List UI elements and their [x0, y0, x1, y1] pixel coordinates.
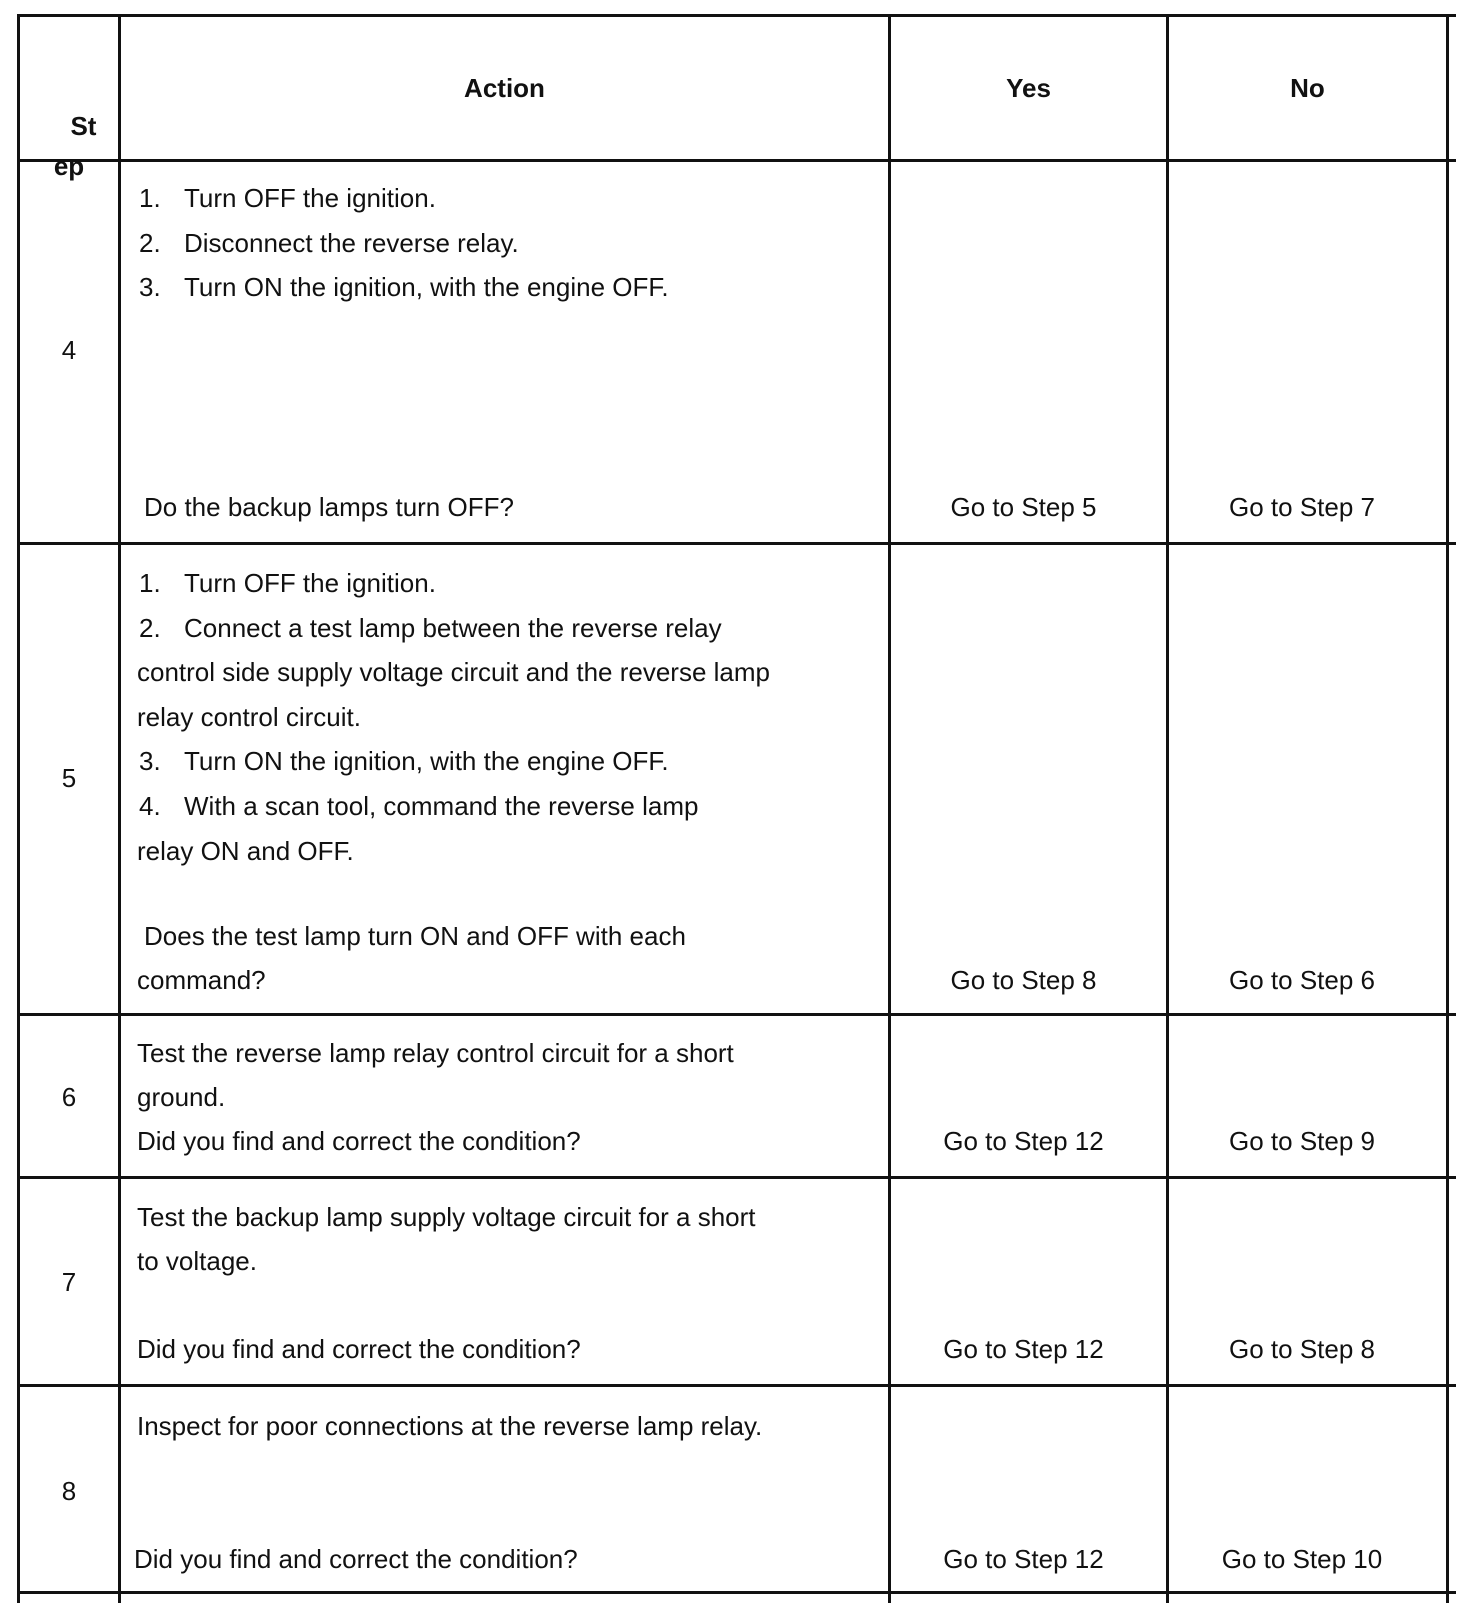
- action-list: [137, 561, 770, 873]
- table-border: [17, 1591, 1456, 1594]
- action-question: Do the backup lamps turn OFF?: [144, 492, 514, 522]
- action-text: Test the reverse lamp relay control circuit for a short: [137, 1038, 734, 1068]
- action-question: command?: [137, 965, 266, 995]
- action-text: Test the backup lamp supply voltage circuit for a short: [137, 1202, 756, 1232]
- no-result: Go to Step 7: [1229, 492, 1375, 522]
- list-item: 1. Turn OFF the ignition.: [139, 183, 436, 213]
- header-yes: Yes: [1006, 73, 1051, 103]
- action-question: Did you find and correct the condition?: [137, 1126, 581, 1156]
- step-number: 6: [61, 1082, 77, 1112]
- action-question: Does the test lamp turn ON and OFF with each: [144, 921, 686, 951]
- yes-result: Go to Step 8: [950, 965, 1097, 995]
- table-border: [17, 14, 1456, 17]
- column-divider: [118, 14, 121, 1603]
- table-border: [1446, 14, 1449, 1603]
- yes-result: Go to Step 12: [943, 1334, 1104, 1364]
- step-number: 5: [61, 763, 77, 793]
- no-result: Go to Step 6: [1229, 965, 1375, 995]
- list-item: 3. Turn ON the ignition, with the engine OFF.: [139, 746, 669, 777]
- list-item: 3. Turn ON the ignition, with the engine OFF.: [139, 272, 669, 303]
- no-result: Go to Step 8: [1229, 1334, 1375, 1364]
- action-text: to voltage.: [137, 1246, 257, 1276]
- action-text: ground.: [137, 1082, 226, 1112]
- list-item: 4. With a scan tool, command the reverse lamp: [139, 790, 699, 821]
- action-list: [139, 176, 669, 310]
- row-divider: [17, 1176, 1456, 1179]
- table-border: [17, 14, 20, 1603]
- yes-result: Go to Step 12: [943, 1544, 1104, 1574]
- list-item: 2. Disconnect the reverse relay.: [139, 227, 519, 258]
- row-divider: [17, 1384, 1456, 1387]
- no-result: Go to Step 9: [1229, 1126, 1375, 1156]
- row-divider: [17, 542, 1456, 545]
- list-item: relay ON and OFF.: [137, 835, 354, 866]
- step-number: 4: [61, 335, 77, 365]
- action-text: Inspect for poor connections at the reverse lamp relay.: [137, 1411, 763, 1441]
- list-item: control side supply voltage circuit and the reverse lamp: [137, 657, 770, 688]
- step-number: 8: [61, 1476, 77, 1506]
- no-result: Go to Step 10: [1221, 1544, 1383, 1574]
- step-number: 7: [61, 1267, 77, 1297]
- action-question: Did you find and correct the condition?: [134, 1544, 578, 1574]
- row-divider: [17, 1013, 1456, 1016]
- yes-result: Go to Step 12: [943, 1126, 1104, 1156]
- row-divider: [17, 159, 1456, 162]
- action-question: Did you find and correct the condition?: [137, 1334, 581, 1364]
- list-item: 2. Connect a test lamp between the reverse relay: [139, 612, 722, 643]
- header-action: Action: [464, 73, 545, 103]
- header-step: St ep: [53, 111, 97, 181]
- yes-result: Go to Step 5: [950, 492, 1097, 522]
- header-no: No: [1290, 73, 1325, 103]
- list-item: relay control circuit.: [137, 701, 361, 732]
- list-item: 1. Turn OFF the ignition.: [139, 568, 436, 598]
